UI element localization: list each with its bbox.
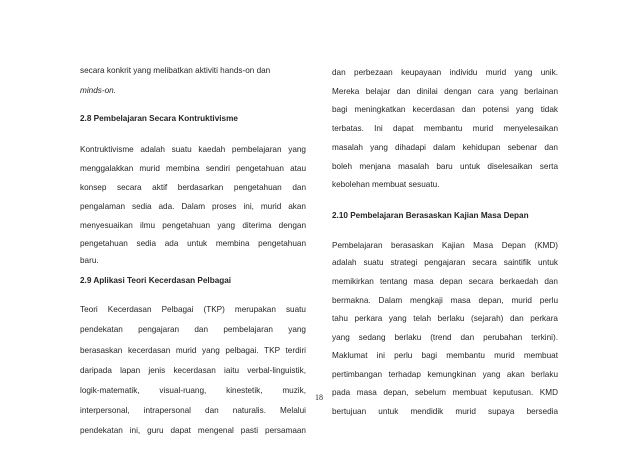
text-line: bagi meningkatkan kecerdasan dan potensi yang tidak (332, 105, 558, 114)
text-line: Mereka belajar dan dinilai dengan cara yang berlainan (332, 87, 558, 96)
text-line: memikirkan tentang masa depan secara berkaedah dan (332, 277, 558, 286)
section-heading-2-8: 2.8 Pembelajaran Secara Kontruktivisme (80, 114, 238, 123)
text-line: terbatas. Ini dapat membantu murid menyelesaikan (332, 124, 558, 133)
text-line: Maklumat ini perlu bagi membantu murid membuat (332, 351, 558, 360)
text-line: yang sedang berlaku (trend dan perubahan terkini). (332, 333, 558, 342)
text-line: adalah suatu strategi pengajaran secara saintifik untuk (332, 258, 558, 267)
section-heading-2-9: 2.9 Aplikasi Teori Kecerdasan Pelbagai (80, 276, 232, 285)
text-line: secara konkrit yang melibatkan aktiviti hands-on dan (80, 66, 271, 75)
text-line: Teori Kecerdasan Pelbagai (TKP) merupakan suatu (80, 305, 306, 314)
text-line: boleh menjana masalah baru untuk diselesaikan serta (332, 162, 558, 171)
text-line: Kontruktivisme adalah suatu kaedah pembelajaran yang (80, 145, 306, 154)
text-line: daripada lapan jenis kecerdasan iaitu verbal-linguistik, (80, 366, 306, 375)
text-line: masalah yang dihadapi dalam kehidupan sebenar dan (332, 143, 558, 152)
text-line: menggalakkan murid membina sendiri pengetahuan atau (80, 164, 306, 173)
text-line: bertujuan untuk mendidik murid supaya bersedia (332, 407, 558, 416)
text-line: interpersonal, intrapersonal dan naturalis. Melalui (80, 406, 306, 415)
text-line: minds-on. (80, 86, 116, 95)
text-line: menyesuaikan ilmu pengetahuan yang diterima dengan (80, 221, 306, 230)
text-line: tahu perkara yang telah berlaku (sejarah) dan perkara (332, 314, 558, 323)
text-line: pengalaman sedia ada. Dalam proses ini, murid akan (80, 202, 306, 211)
text-line: pengetahuan sedia ada untuk membina pengetahuan (80, 239, 306, 248)
section-heading-2-10: 2.10 Pembelajaran Berasaskan Kajian Masa Depan (332, 211, 529, 220)
text-line: pendekatan ini, guru dapat mengenal pasti persamaan (80, 426, 306, 435)
text-line: bermakna. Dalam mengkaji masa depan, murid perlu (332, 296, 558, 305)
text-line: kebolehan membuat sesuatu. (332, 180, 440, 189)
text-line: logik-matematik, visual-ruang, kinestetik, muzik, (80, 386, 306, 395)
text-line: konsep secara aktif berdasarkan pengetahuan dan (80, 183, 306, 192)
text-line: pendekatan pengajaran dan pembelajaran yang (80, 325, 306, 334)
text-line: dan perbezaan keupayaan individu murid yang unik. (332, 68, 558, 77)
text-line: pada masa depan, sebelum membuat keputusan. KMD (332, 388, 558, 397)
page-number: 18 (315, 393, 323, 402)
text-line: baru. (80, 256, 99, 265)
text-line: berasaskan kecerdasan murid yang pelbagai. TKP terdiri (80, 346, 306, 355)
text-line: Pembelajaran berasaskan Kajian Masa Depan (KMD) (332, 241, 558, 250)
text-line: pertimbangan terhadap kemungkinan yang akan berlaku (332, 370, 558, 379)
